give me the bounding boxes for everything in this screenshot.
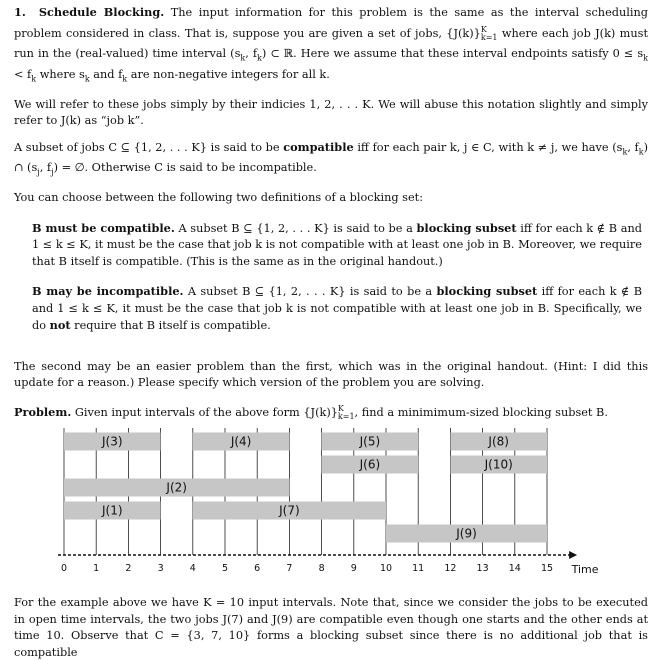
intro-text-g: and f xyxy=(89,67,123,81)
compatible-paragraph xyxy=(14,139,648,182)
compat-sub-1: k xyxy=(622,146,628,156)
def2-text-a: A subset B ⊆ {1, 2, . . . K} is said to be a xyxy=(183,285,437,299)
intro-text-f: where s xyxy=(36,67,85,81)
task-sub: k=1 xyxy=(337,411,355,421)
def1-text-a: A subset B ⊆ {1, 2, . . . K} is said to be a xyxy=(174,221,417,235)
tick-label: 14 xyxy=(508,563,521,574)
compat-text-c: , f xyxy=(627,140,639,154)
def2-heading: B may be incompatible. xyxy=(32,284,184,299)
compat-sub-4: j xyxy=(51,167,54,177)
choose-paragraph: You can choose between the following two definitions of a blocking set: xyxy=(14,191,424,205)
intro-sub-fk3: k xyxy=(122,74,128,84)
problem-intro xyxy=(14,4,648,88)
intro-text-h: are non-negative integers for all k. xyxy=(127,67,330,81)
intro-sub-fk: k xyxy=(257,53,262,63)
second-paragraph: The second may be an easier problem than the first, which was in the original handout. (Hint: I did this update for a reason.) Please specify which version of the problem you are solving. xyxy=(14,359,648,390)
x-axis-label: Time xyxy=(571,563,599,576)
task-label: Problem. xyxy=(14,404,72,419)
def2-term: blocking subset xyxy=(436,284,538,299)
intro-sub-sk3: k xyxy=(84,74,90,84)
interval-chart xyxy=(0,420,658,590)
tick-label: 2 xyxy=(125,563,132,574)
tick-label: 12 xyxy=(444,563,457,574)
task-sup: K xyxy=(337,403,344,413)
compat-term: compatible xyxy=(283,139,354,154)
job-label: J(8) xyxy=(488,434,509,449)
tick-label: 7 xyxy=(286,563,293,574)
tick-label: 11 xyxy=(412,563,425,574)
intro-sup: K xyxy=(480,24,487,34)
refer-paragraph: We will refer to these jobs simply by their indicies 1, 2, . . . K. We will abuse this notation slightly and simply refer to J(k) as “job k”. xyxy=(14,97,648,128)
job-label: J(6) xyxy=(359,457,381,472)
def1-heading: B must be compatible. xyxy=(32,220,175,235)
tick-label: 15 xyxy=(540,563,554,574)
definition-incompatible xyxy=(14,283,648,335)
task-text-b: , find a minimimum-sized blocking subset B. xyxy=(354,405,608,419)
tick-label: 3 xyxy=(157,563,164,574)
definition-compatible xyxy=(14,220,648,271)
def1-text-b: iff for each k ∉ B and 1 ≤ k ≤ K, it must be the case that job k is not compatible with at least one job in B. Moreover, we require that B itself is compatible. (This is the same as in the original handout.) xyxy=(32,221,642,268)
intro-text-b: where each job J(k) must run in the (real-valued) time interval (s xyxy=(14,26,648,61)
intro-sub-fk2: k xyxy=(31,74,37,84)
intro-text-a: The input information for this problem is the same as the interval scheduling problem considered in class. That is, suppose you are given a set of jobs, {J(k)} xyxy=(14,6,649,40)
tick-label: 5 xyxy=(221,563,229,574)
intro-sub-sk: k xyxy=(240,53,246,63)
tick-label: 13 xyxy=(476,563,489,574)
interval-chart-svg xyxy=(0,420,658,590)
tick-label: 4 xyxy=(189,563,196,574)
compat-sub-2: k xyxy=(638,146,644,156)
example-paragraph: For the example above we have K = 10 input intervals. Note that, since we consider the jobs to be executed in open time intervals, the two jobs J(7) and J(9) are compatible even though one starts and the other ends at time 10. Observe that C = {3, 7, 10} forms a blocking subset since there is no additional job that is compatible xyxy=(14,596,648,659)
tick-label: 6 xyxy=(254,563,261,574)
job-label: J(4) xyxy=(230,434,252,449)
job-label: J(3) xyxy=(102,434,123,449)
intro-sub: k=1 xyxy=(480,32,498,42)
task-text-a: Given input intervals of the above form {J(k)} xyxy=(71,405,338,419)
tick-label: 9 xyxy=(350,563,357,574)
tick-label: 0 xyxy=(60,563,68,574)
def2-not: not xyxy=(49,318,71,333)
axis-arrow xyxy=(569,551,577,559)
tick-label: 1 xyxy=(93,563,100,574)
intro-text-c: , f xyxy=(245,47,258,61)
problem-title: Schedule Blocking. xyxy=(38,5,165,19)
compat-sub-3: j xyxy=(37,167,40,177)
compat-text-e: , f xyxy=(39,161,52,175)
intro-text-d: ) ⊂ ℝ. Here we assume that these interval endpoints satisfy 0 ≤ s xyxy=(261,47,644,61)
compat-text-b: iff for each pair k, j ∈ C, with k ≠ j, we have (s xyxy=(353,140,623,154)
problem-number: 1. xyxy=(14,5,26,19)
def2-text-b: iff for each k ∉ B and 1 ≤ k ≤ K, it must be the case that job k is not compatible with at least one job in B. Specifically, we do xyxy=(32,285,642,333)
def1-term: blocking subset xyxy=(416,220,517,235)
bottom-text xyxy=(14,595,648,661)
compat-text-d: ) ∩ (s xyxy=(14,140,648,175)
def2-text-c: require that B itself is compatible. xyxy=(70,319,271,333)
job-label: J(5) xyxy=(359,434,381,449)
problem-document xyxy=(14,4,648,425)
job-label: J(9) xyxy=(456,526,477,541)
tick-label: 8 xyxy=(318,563,325,574)
job-label: J(7) xyxy=(279,503,300,518)
intro-sub-sk2: k xyxy=(643,53,648,63)
compat-text-a: A subset of jobs C ⊆ {1, 2, . . . K} is said to be xyxy=(14,140,284,154)
intro-text-e: < f xyxy=(14,67,32,81)
compat-text-f: ) = ∅. Otherwise C is said to be incompatible. xyxy=(53,161,317,175)
tick-label: 10 xyxy=(379,563,393,574)
job-label: J(2) xyxy=(166,480,187,495)
job-label: J(1) xyxy=(102,503,123,518)
job-label: J(10) xyxy=(484,457,513,472)
